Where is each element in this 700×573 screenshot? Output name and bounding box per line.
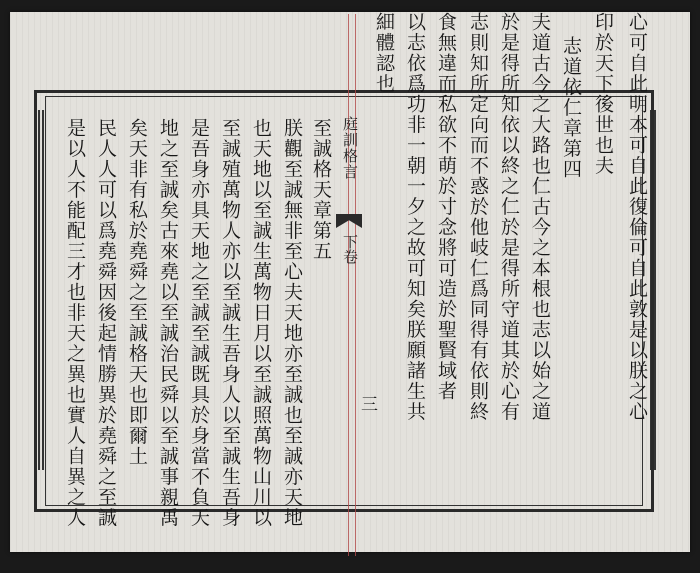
text-column: 以志依爲功非一朝一夕之故可知矣朕願諸生共	[404, 12, 426, 422]
text-column: 民人人可以爲堯舜因後起情勝異於堯舜之至誠	[95, 118, 117, 528]
chapter-heading: 至誠格天章第五	[310, 118, 332, 262]
text-column: 印於天下後世也夫	[592, 12, 614, 176]
text-column: 矣天非有私於堯舜之至誠格天也即爾土	[126, 118, 148, 467]
text-column: 朕觀至誠無非至心夫天地亦至誠也至誠亦天地	[281, 118, 303, 528]
text-column: 至誠殖萬物人亦以至誠生吾身人以至誠生吾身	[219, 118, 241, 528]
chapter-heading: 志道依仁章第四	[560, 36, 582, 180]
text-column: 食無違而私欲不萌於寸念將可造於聖賢域者	[435, 12, 457, 402]
fishtail-mark-icon	[336, 214, 362, 228]
volume-label: 下卷	[341, 234, 359, 264]
center-banner	[333, 116, 367, 368]
text-column: 於是得所知依以終之仁於是得所守道其於心有	[498, 12, 520, 422]
text-column: 夫道古今之大路也仁古今之本根也志以始之道	[529, 12, 551, 422]
book-title: 庭訓格言	[341, 116, 359, 180]
text-column: 志則知所定向而不惑於他岐仁爲同得有依則終	[467, 12, 489, 422]
text-column: 是以人不能配三才也非天之異也實人自異之人	[64, 118, 86, 528]
text-column: 也天地以至誠生萬物日月以至誠照萬物山川以	[250, 118, 272, 528]
page-number: 三	[357, 395, 377, 412]
text-column: 心可自此明本可自此復倫可自此敦是以朕之心	[626, 12, 648, 422]
text-column: 細體認也	[373, 12, 395, 94]
text-column: 地之至誠矣古來堯以至誠治民舜以至誠事親禹	[157, 118, 179, 528]
text-column: 是吾身亦具天地之至誠至誠既具於身當不負天	[188, 118, 210, 528]
